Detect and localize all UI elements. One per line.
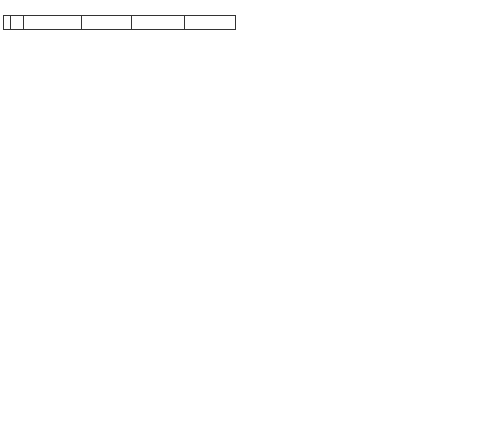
race-card-table [3, 15, 236, 30]
card-header-row [4, 16, 236, 30]
page-title [3, 3, 235, 14]
card-header-bms [132, 16, 185, 30]
past-results-panel [241, 15, 477, 435]
card-header-blank [4, 16, 11, 30]
card-header-blank [11, 16, 24, 30]
card-header-name [24, 16, 82, 30]
card-header-blank [185, 16, 236, 30]
card-header-sire [82, 16, 132, 30]
